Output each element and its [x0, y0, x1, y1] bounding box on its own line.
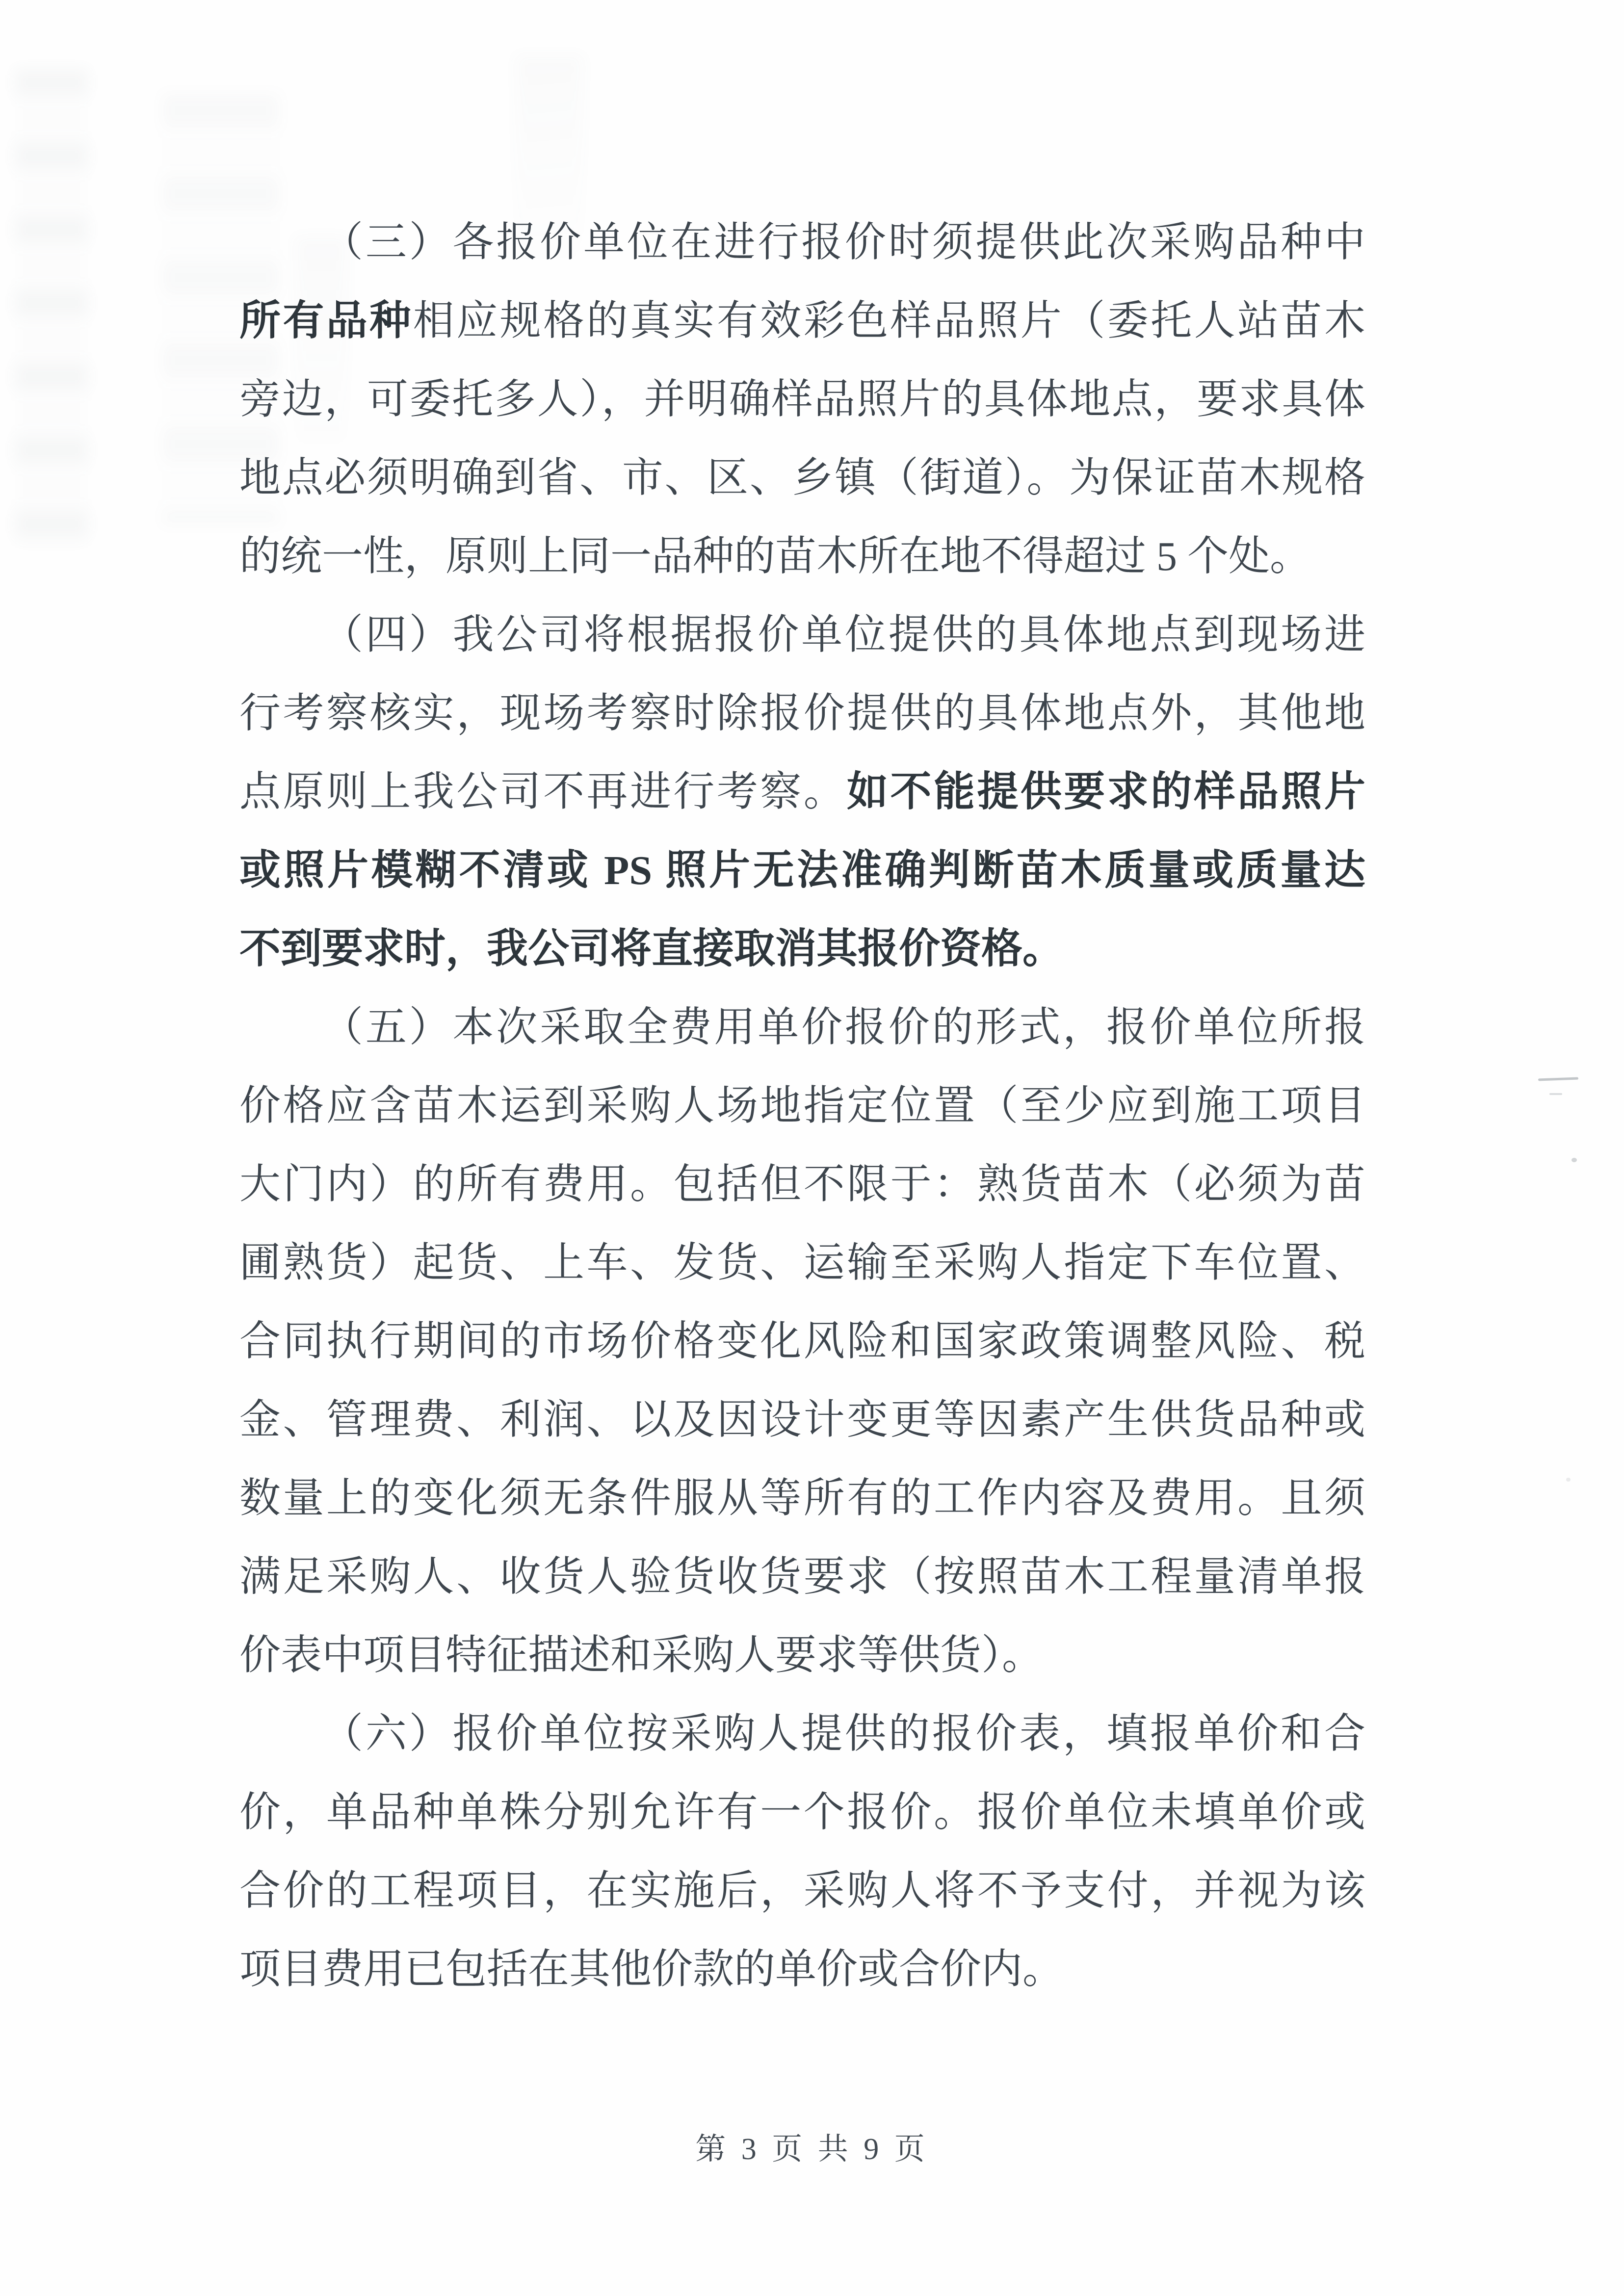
text-segment: （六）报价单位按采购人提供的报价表，填报单价和合: [322, 1711, 1365, 1757]
text-segment: 合同执行期间的市场价格变化风险和国家政策调整风险、税: [239, 1319, 1365, 1364]
text-line: [239, 675, 1365, 753]
text-segment: 价表中项目特征描述和采购人要求等供货）。: [239, 1633, 1044, 1678]
text-segment: 的统一性，原则上同一品种的苗木所在地不得超过 5 个处。: [239, 534, 1311, 579]
text-line: [239, 1146, 1365, 1224]
text-line: [239, 1460, 1365, 1538]
document-body: [239, 204, 1365, 2009]
text-segment: 相应规格的真实有效彩色样品照片（委托人站苗木: [413, 298, 1365, 344]
text-segment: 满足采购人、收货人验货收货要求（按照苗木工程量清单报: [239, 1554, 1365, 1600]
pencil-dot-right: [1572, 1158, 1577, 1162]
text-line: [239, 204, 1365, 282]
paragraph-clause-4: [239, 596, 1365, 989]
text-line: [239, 1224, 1365, 1303]
text-segment: 地点必须明确到省、市、区、乡镇（街道）。为保证苗木规格: [239, 455, 1365, 501]
text-segment: 旁边，可委托多人），并明确样品照片的具体地点，要求具体: [239, 377, 1365, 422]
text-line: [239, 439, 1365, 518]
text-segment: 价，单品种单株分别允许有一个报价。报价单位未填单价或: [239, 1790, 1365, 1835]
text-line: [239, 1931, 1365, 2009]
scan-smudge-top-left: [15, 69, 88, 549]
text-line: [239, 1067, 1365, 1146]
bold-text-segment: 所有品种: [239, 298, 413, 344]
bold-text-segment: 不到要求时，我公司将直接取消其报价资格。: [239, 926, 1064, 972]
pencil-dot-right-lower: [1566, 1478, 1571, 1482]
paragraph-clause-6: [239, 1695, 1365, 2009]
text-line: [239, 1774, 1365, 1852]
text-segment: （五）本次采取全费用单价报价的形式，报价单位所报: [322, 1005, 1365, 1050]
text-segment: 项目费用已包括在其他价款的单价或合价内。: [239, 1947, 1064, 1992]
text-segment: （三）各报价单位在进行报价时须提供此次采购品种中: [322, 220, 1365, 265]
pencil-mark-right: [1538, 1077, 1578, 1081]
text-segment: 大门内）的所有费用。包括但不限于：熟货苗木（必须为苗: [239, 1162, 1365, 1207]
bold-text-segment: 如不能提供要求的样品照片: [847, 769, 1365, 815]
text-segment: 圃熟货）起货、上车、发货、运输至采购人指定下车位置、: [239, 1240, 1365, 1286]
text-line: [239, 753, 1365, 832]
text-line: [239, 1695, 1365, 1774]
text-line: [239, 1538, 1365, 1617]
text-segment: （四）我公司将根据报价单位提供的具体地点到现场进: [322, 612, 1365, 658]
paragraph-clause-3: [239, 204, 1365, 596]
text-segment: 价格应含苗木运到采购人场地指定位置（至少应到施工项目: [239, 1083, 1365, 1129]
text-line: [239, 1303, 1365, 1381]
text-line: [239, 1381, 1365, 1460]
text-segment: 合价的工程项目，在实施后，采购人将不予支付，并视为该: [239, 1868, 1365, 1914]
text-line: [239, 518, 1365, 596]
text-line: [239, 1852, 1365, 1931]
text-line: [239, 361, 1365, 439]
text-segment: 金、管理费、利润、以及因设计变更等因素产生供货品种或: [239, 1397, 1365, 1443]
page-number-text: 第 3 页 共 9 页: [695, 2133, 929, 2166]
text-segment: 数量上的变化须无条件服从等所有的工作内容及费用。且须: [239, 1476, 1365, 1521]
text-line: [239, 832, 1365, 910]
text-segment: 点原则上我公司不再进行考察。: [239, 769, 847, 815]
pencil-tick-right: [1549, 1093, 1562, 1095]
text-segment: 行考察核实，现场考察时除报价提供的具体地点外，其他地: [239, 691, 1365, 736]
text-line: [239, 989, 1365, 1067]
text-line: [239, 1617, 1365, 1695]
text-line: [239, 282, 1365, 361]
text-line: [239, 910, 1365, 989]
bold-text-segment: 或照片模糊不清或 PS 照片无法准确判断苗木质量或质量达: [239, 848, 1365, 893]
page-footer: [0, 2124, 1624, 2168]
text-line: [239, 596, 1365, 675]
paragraph-clause-5: [239, 989, 1365, 1695]
